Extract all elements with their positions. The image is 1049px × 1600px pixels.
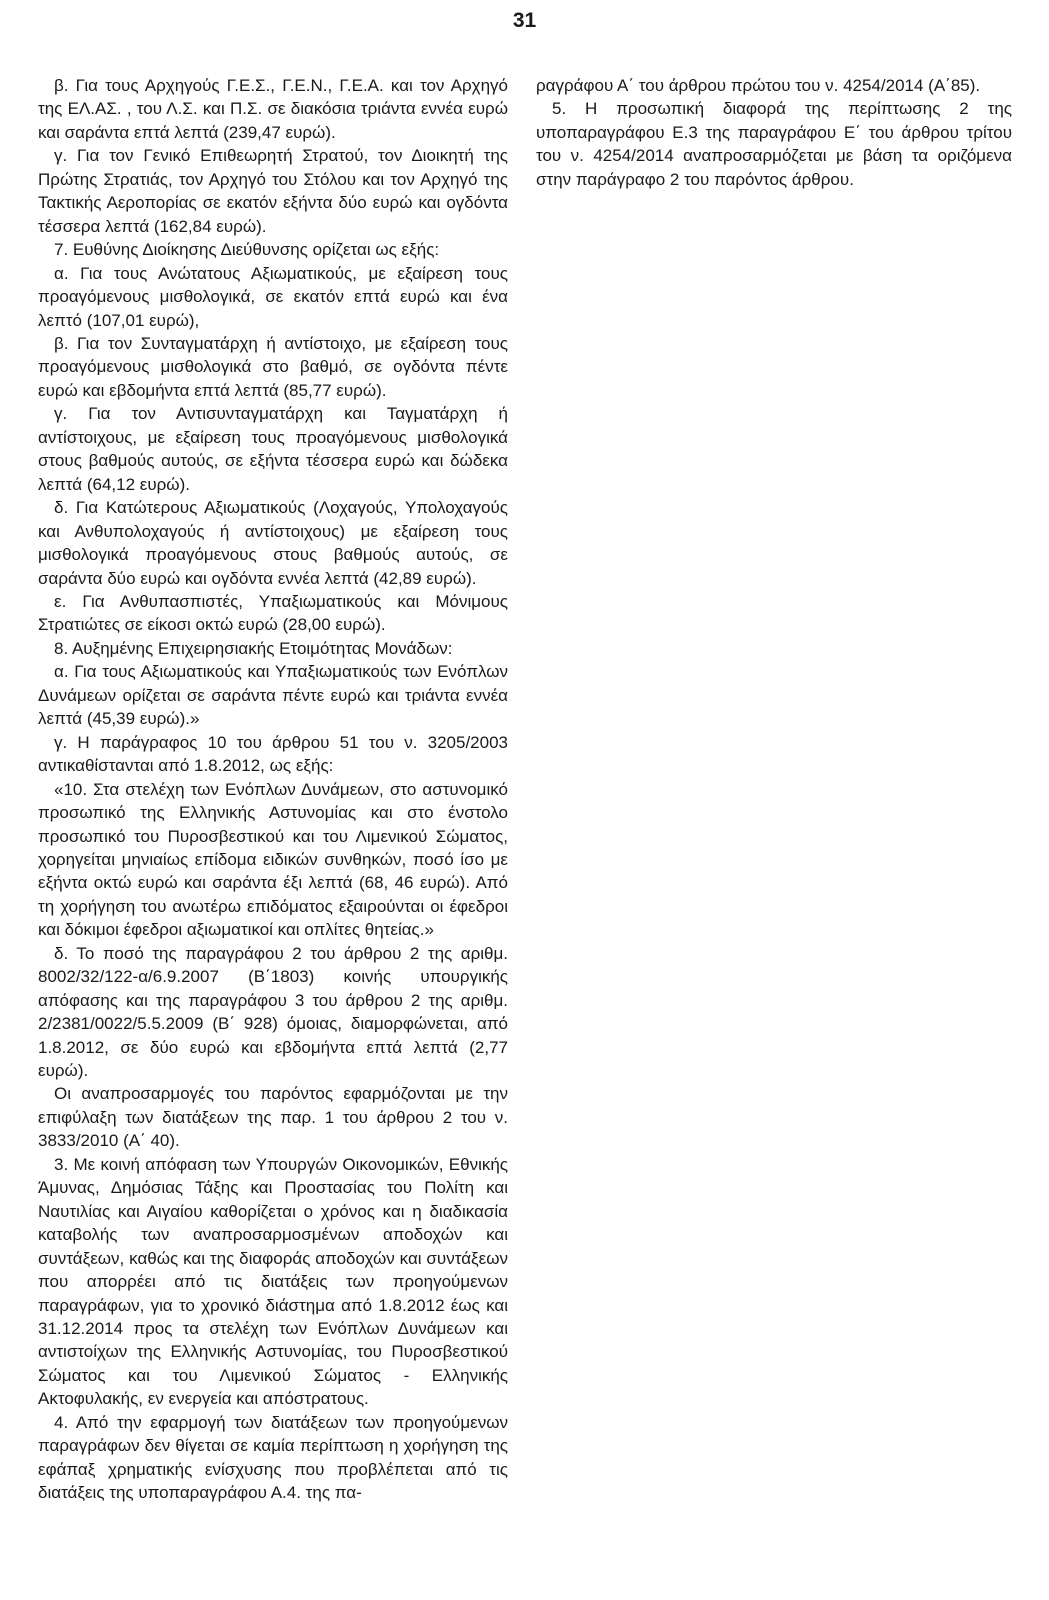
paragraph: 3. Με κοινή απόφαση των Υπουργών Οικονομικών, Εθνικής Άμυνας, Δημόσιας Τάξης και Προστασίας του Πολίτη και Ναυτιλίας και Αιγαίου καθορίζεται ο χρόνος και η διαδικασία καταβολής των αναπροσαρμοσμένων αποδοχών και συντάξεων, καθώς και της διαφοράς αποδοχών και συντάξεων που απορρέει από τις διατάξεις των προηγούμενων παραγράφων, για το χρονικό διάστημα από 1.8.2012 έως και 31.12.2014 προς τα στελέχη των Ενόπλων Δυνάμεων και αντιστοίχων της Ελληνικής Αστυνομίας, του Πυροσβεστικού Σώματος και του Λιμενικού Σώματος - Ελληνικής Ακτοφυλακής, εν ενεργεία και απόστρατους. bbox=[38, 1154, 508, 1409]
paragraph: δ. Για Κατώτερους Αξιωματικούς (Λοχαγούς, Υπολοχαγούς και Ανθυπολοχαγούς ή αντίστοιχους) με εξαίρεση τους μισθολογικά προαγόμενους στους βαθμούς αυτούς, σε σαράντα δύο ευρώ και ογδόντα εννέα λεπτά (42,89 ευρώ). bbox=[38, 498, 508, 588]
paragraph: β. Για τον Συνταγματάρχη ή αντίστοιχο, με εξαίρεση τους προαγόμενους μισθολογικά στο βαθμό, σε ογδόντα πέντε ευρώ και εβδομήντα επτά λεπτά (85,77 ευρώ). bbox=[38, 333, 508, 400]
paragraph: «10. Στα στελέχη των Ενόπλων Δυνάμεων, στο αστυνομικό προσωπικό της Ελληνικής Αστυνομίας και στο ένστολο προσωπικό του Πυροσβεστικού και του Λιμενικού Σώματος, χορηγείται μηνιαίως επίδομα ειδικών συνθηκών, ποσό ίσο με εξήντα οκτώ ευρώ και σαράντα έξι λεπτά (68, 46 ευρώ). Από τη χορήγηση του ανωτέρω επιδόματος εξαιρούνται οι έφεδροι και δόκιμοι έφεδροι αξιωματικοί και οπλίτες θητείας.» bbox=[38, 779, 508, 940]
paragraph: ε. Για Ανθυπασπιστές, Υπαξιωματικούς και Μόνιμους Στρατιώτες σε είκοσι οκτώ ευρώ (28,00 ευρώ). bbox=[38, 591, 508, 635]
paragraph: Οι αναπροσαρμογές του παρόντος εφαρμόζονται με την επιφύλαξη των διατάξεων της παρ. 1 του άρθρου 2 του ν. 3833/2010 (Α΄ 40). bbox=[38, 1084, 508, 1151]
paragraph: γ. Η παράγραφος 10 του άρθρου 51 του ν. 3205/2003 αντικαθίστανται από 1.8.2012, ως εξής: bbox=[38, 732, 508, 776]
paragraph: 4. Από την εφαρμογή των διατάξεων των προηγούμενων παραγράφων δεν θίγεται σε καμία περίπτωση η χορήγηση της εφάπαξ χρηματικής ενίσχυσης που προβλέπεται από τις διατάξεις της υποπαραγράφου Α.4. της πα- bbox=[38, 1412, 508, 1503]
paragraph: γ. Για τον Γενικό Επιθεωρητή Στρατού, τον Διοικητή της Πρώτης Στρατιάς, τον Αρχηγό του Στόλου και τον Αρχηγό της Τακτικής Αεροπορίας σε εκατόν εξήντα δύο ευρώ και ογδόντα τέσσερα λεπτά (162,84 ευρώ). bbox=[38, 146, 508, 236]
left-column bbox=[38, 74, 508, 1505]
paragraph: α. Για τους Ανώτατους Αξιωματικούς, με εξαίρεση τους προαγόμενους μισθολογικά, σε εκατόν επτά ευρώ και ένα λεπτό (107,01 ευρώ), bbox=[38, 263, 508, 330]
paragraph: ραγράφου Α΄ του άρθρου πρώτου του ν. 4254/2014 (Α΄85). bbox=[536, 76, 981, 95]
page-number: 31 bbox=[512, 9, 537, 32]
paragraph: α. Για τους Αξιωματικούς και Υπαξιωματικούς των Ενόπλων Δυνάμεων ορίζεται σε σαράντα πέντε ευρώ και τριάντα εννέα λεπτά (45,39 ευρώ).» bbox=[38, 662, 508, 729]
paragraph: 5. Η προσωπική διαφορά της περίπτωσης 2 της υποπαραγράφου Ε.3 της παραγράφου Ε΄ του άρθρου τρίτου του ν. 4254/2014 αναπροσαρμόζεται με βάση τα οριζόμενα στην παράγραφο 2 του παρόντος άρθρου. bbox=[536, 99, 1012, 189]
paragraph: 7. Ευθύνης Διοίκησης Διεύθυνσης ορίζεται ως εξής: bbox=[54, 240, 440, 260]
paragraph: γ. Για τον Αντισυνταγματάρχη και Ταγματάρχη ή αντίστοιχους, με εξαίρεση τους προαγόμενους μισθολογικά στους βαθμούς αυτούς, σε εξήντα τέσσερα ευρώ και δώδεκα λεπτά (64,12 ευρώ). bbox=[38, 404, 508, 494]
paragraph: 8. Αυξημένης Επιχειρησιακής Ετοιμότητας Μονάδων: bbox=[54, 638, 453, 658]
paragraph: β. Για τους Αρχηγούς Γ.Ε.Σ., Γ.Ε.Ν., Γ.Ε.Α. και τον Αρχηγό της ΕΛ.ΑΣ. , του Λ.Σ. και Π.Σ. σε διακόσια τριάντα εννέα ευρώ και σαράντα επτά λεπτά (239,47 ευρώ). bbox=[38, 76, 508, 142]
right-column bbox=[536, 74, 1012, 191]
paragraph: δ. Το ποσό της παραγράφου 2 του άρθρου 2 της αριθμ. 8002/32/122-α/6.9.2007 (Β΄1803) κοινής υπουργικής απόφασης και της παραγράφου 3 του άρθρου 2 της αριθμ. 2/2381/0022/5.5.2009 (Β΄ 928) όμοιας, διαμορφώνεται, από 1.8.2012, σε δύο ευρώ και εβδομήντα επτά λεπτά (2,77 ευρώ). bbox=[38, 943, 508, 1081]
